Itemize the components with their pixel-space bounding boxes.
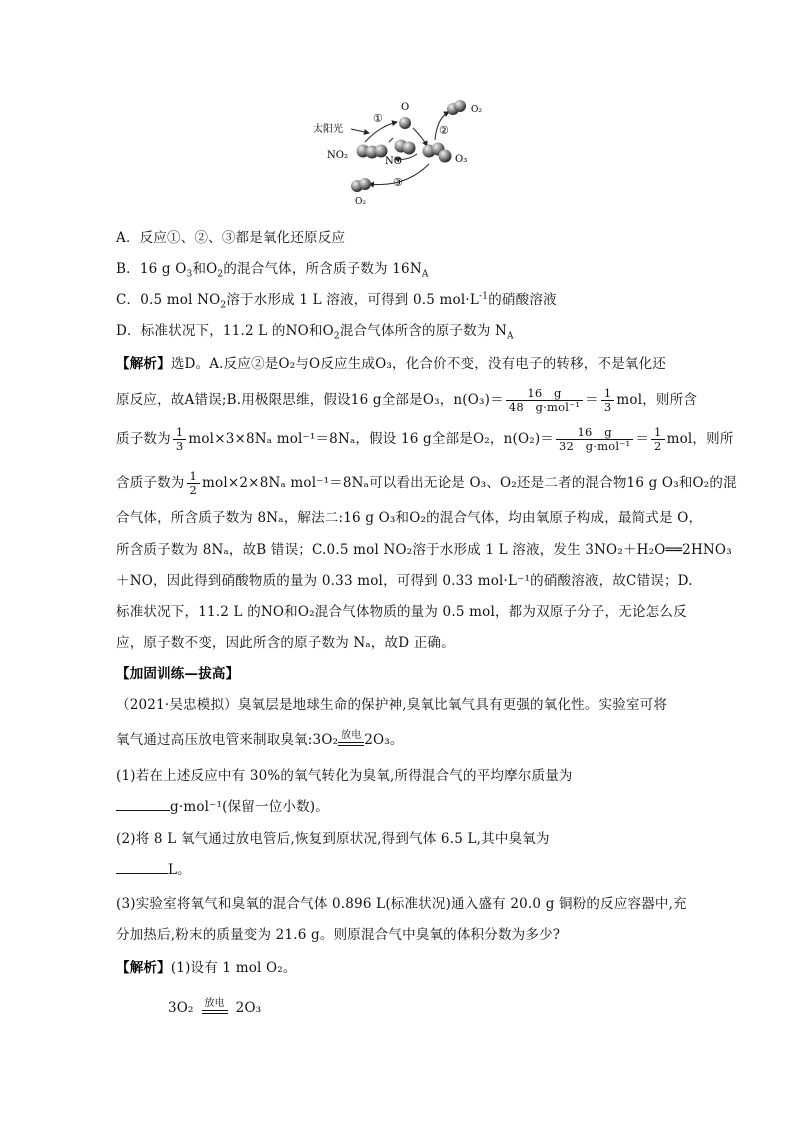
o2-bottom-label: O₂ [355,197,366,207]
answer-blank-2[interactable] [116,860,168,874]
analysis1-line5: 合气体，所含质子数为 8Nₐ，解法二:16 g O₃和O₂的混合气体，均由氧原子构成，最简式是 O， [116,510,703,526]
option-d: D．标准状况下，11.2 L 的NO和$O_2$混合气体所含的原子数为 $N_A$ [116,323,514,342]
question-3-line2: 分加热后,粉末的质量变为 21.6 g。则原混合气中臭氧的体积分数为多少? [116,927,561,943]
question-2-line1: (2)将 8 L 氧气通过放电管后,恢复到原状况,得到气体 6.5 L,其中臭氧为 [116,831,550,847]
analysis1-line3: 质子数为 $\frac{1}{3}$ mol×3×8Nₐ mol⁻¹＝8Nₐ，假设 16 g全部是O₂，n(O₂)＝ 16 g 32 g·mol⁻¹ ＝ $\frac{1}{2}$ mol，则所 [116,425,734,453]
question-2-line2: L。 [116,860,191,880]
no2-label: NO₂ [327,150,348,161]
fraction-1-2b: $\frac{1}{2}$ [187,470,201,497]
option-b: B．16 g $O_3$和$O_2$的混合气体，所含质子数为 $16N_A$ [116,261,429,280]
arrow-2a [413,128,427,146]
reaction-condition: 放电 [338,731,364,746]
answer-blank-1[interactable] [116,797,170,811]
question-3-line1: (3)实验室将氧气和臭氧的混合气体 0.896 L(标准状况)通入盛有 20.0 g 铜粉的反应容器中,充 [116,896,687,912]
analysis2-line1: 【解析】(1)设有 1 mol O₂。 [116,960,297,976]
no-atom-2 [403,142,416,155]
step3-label: ③ [393,176,403,189]
fraction-1-3: $\frac{1}{3}$ [601,387,615,414]
o2-top-atom-2 [454,100,466,112]
arrow-no-back [389,138,393,142]
fraction-1-2: $\frac{1}{2}$ [651,426,665,453]
question-1-line1: (1)若在上述反应中有 30%的氧气转化为臭氧,所得混合气的平均摩尔质量为 [116,768,573,784]
o3-label: O₃ [455,154,468,165]
analysis1-line7: ＋NO，因此得到硝酸物质的量为 0.33 mol，可得到 0.33 mol·L⁻¹的硝酸溶液，故C错误；D. [116,573,693,589]
analysis2-label: 【解析】 [116,960,171,976]
analysis1-line8: 标准状况下，11.2 L 的NO和O₂混合气体物质的量为 0.5 mol，都为双原子分子，无论怎么反 [116,604,687,620]
fraction-16-32: 16 g 32 g·mol⁻¹ [556,426,633,453]
ozone-cycle-diagram [305,96,505,208]
o3-atom-3 [439,150,452,163]
analysis2-equation: 3O₂ 放电 2O₃ [168,998,262,1016]
analysis1-line1: 【解析】选D。A.反应②是O₂与O反应生成O₃，化合价不变，没有电子的转移，不是氧化还 [116,356,667,372]
fraction-16-48: 16 g 48 g·mol⁻¹ [506,387,583,414]
problem-intro-2: 氧气通过高压放电管来制取臭氧:3O₂ 放电 2O₃。 [116,730,404,748]
no-label: NO [385,156,402,167]
o-atom [399,117,411,129]
section-title: 【加固训练—拔高】 [116,666,240,682]
sunlight-arrow [351,129,369,133]
equation-condition: 放电 [202,999,228,1014]
option-a: A．反应①、②、③都是氧化还原反应 [116,230,346,246]
analysis1-label: 【解析】 [116,356,171,372]
fraction-1-3b: $\frac{1}{3}$ [173,426,187,453]
o-label: O [401,102,410,113]
step2-label: ② [439,124,449,137]
option-c: C．0.5 mol $NO_2$溶于水形成 1 L 溶液，可得到 0.5 $mol\cdot L^{-1}$的硝酸溶液 [116,291,557,311]
o2-top-label: O₂ [471,105,482,115]
question-1-line2: g·mol⁻¹(保留一位小数)。 [116,797,329,817]
o2-bottom-atom-2 [359,178,371,190]
sunlight-label: 太阳光 [313,124,343,135]
analysis1-line9: 应，原子数不变，因此所含的原子数为 Nₐ，故D 正确。 [116,635,455,651]
problem-intro-1: （2021·吴忠模拟）臭氧层是地球生命的保护神,臭氧比氧气具有更强的氧化性。实验室可将 [116,697,668,713]
analysis1-line6: 所含质子数为 8Nₐ，故B 错误；C.0.5 mol NO₂溶于水形成 1 L 溶液，发生 3NO₂＋H₂O══2HNO₃ [116,542,732,558]
analysis1-line4: 含质子数为 $\frac{1}{2}$ mol×2×8Nₐ mol⁻¹＝8Nₐ可以看出无论是 O₃、O₂还是二者的混合物16 g O₃和O₂的混 [116,469,737,497]
analysis1-line2: 原反应，故A错误;B.用极限思维，假设16 g全部是O₃，n(O₃)＝ 16 g 48 g·mol⁻¹ ＝ $\frac{1}{3}$ mol，则所含 [116,386,698,414]
step1-label: ① [373,112,383,125]
